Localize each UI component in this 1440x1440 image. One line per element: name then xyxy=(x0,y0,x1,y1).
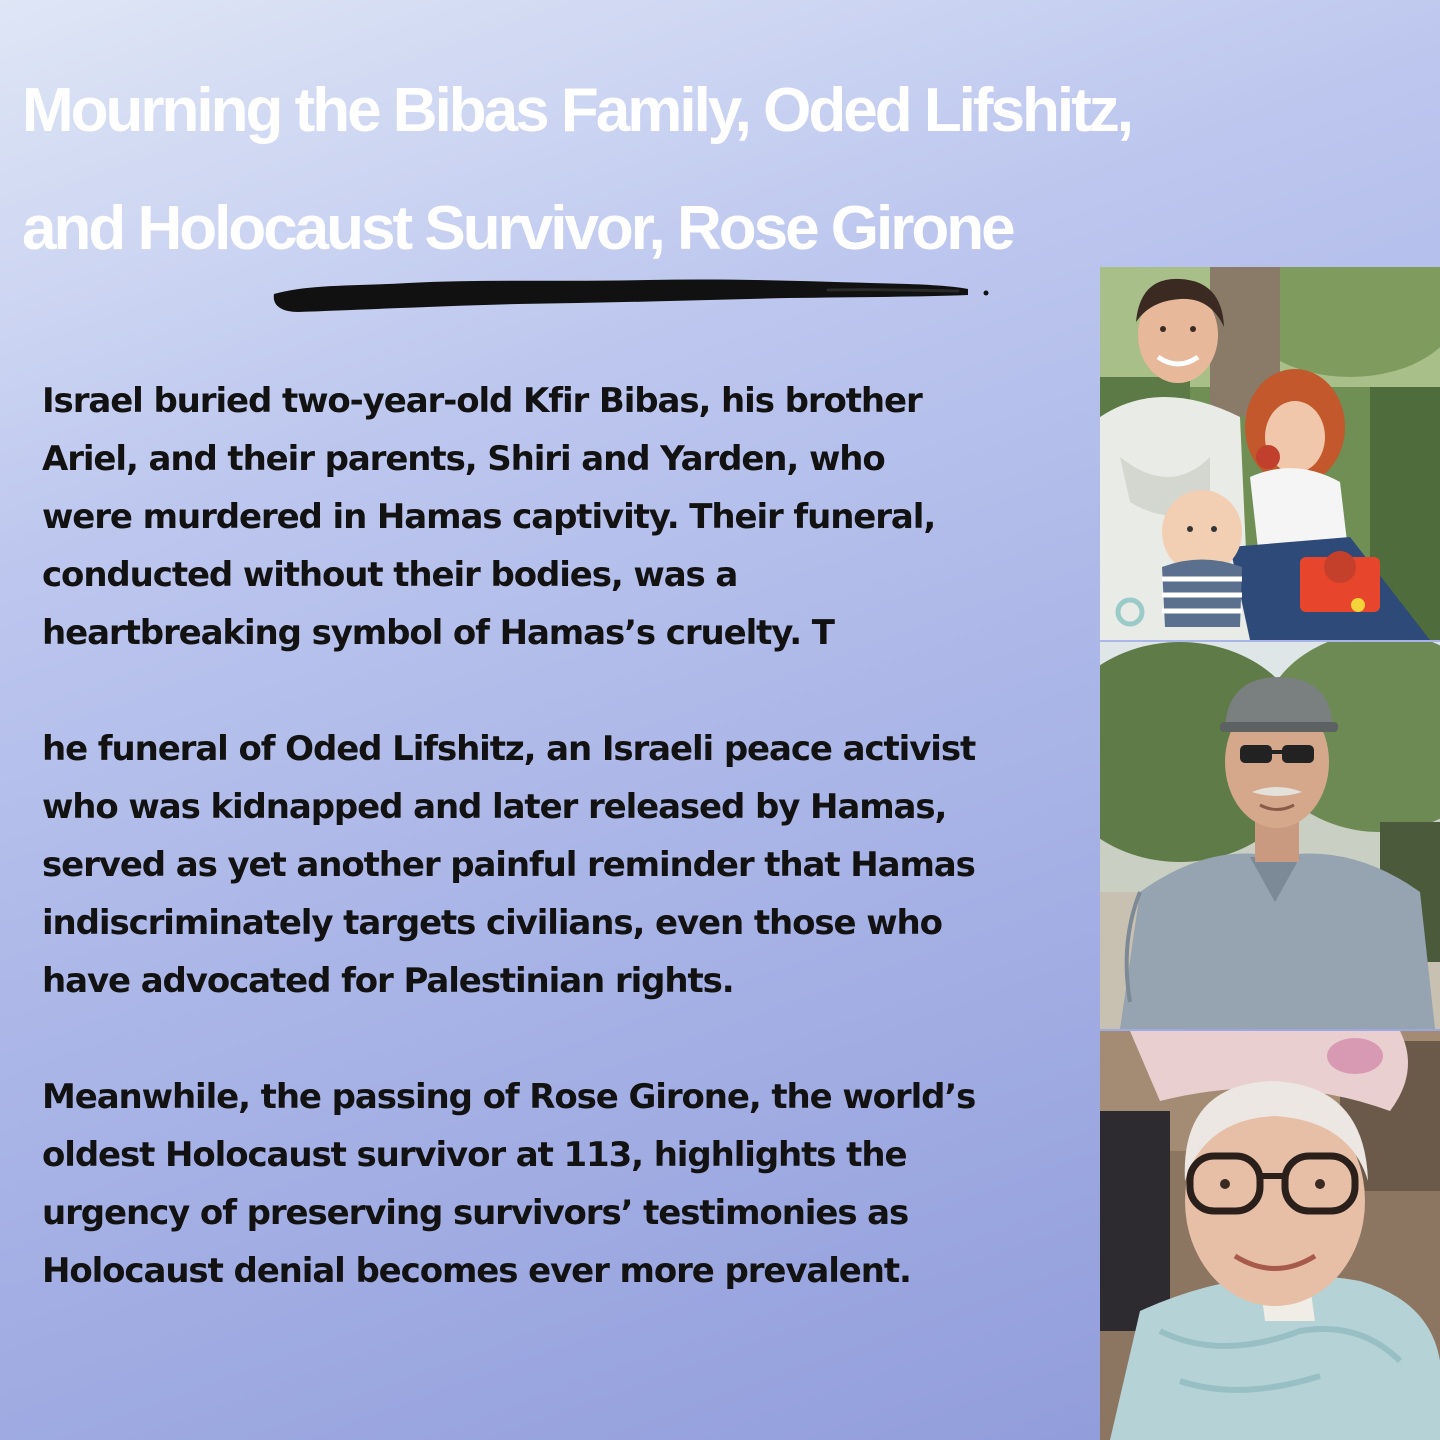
paragraph-bibas-family xyxy=(42,372,1092,662)
text-line: indiscriminately targets civilians, even those who xyxy=(42,903,942,943)
title-line: Mourning the Bibas Family, Oded Lifshitz, xyxy=(22,76,1132,145)
text-line: who was kidnapped and later released by Hamas, xyxy=(42,787,947,827)
bibas-family-photo xyxy=(1100,267,1440,640)
text-line: heartbreaking symbol of Hamas’s cruelty. T xyxy=(42,613,834,653)
article-body xyxy=(42,372,1092,1358)
text-line: oldest Holocaust survivor at 113, highlights the xyxy=(42,1135,907,1175)
rose-girone-photo xyxy=(1100,1031,1440,1440)
text-line: urgency of preserving survivors’ testimonies as xyxy=(42,1193,909,1233)
text-line: he funeral of Oded Lifshitz, an Israeli peace activist xyxy=(42,729,976,769)
text-line: Ariel, and their parents, Shiri and Yarden, who xyxy=(42,439,885,479)
text-line: have advocated for Palestinian rights. xyxy=(42,961,734,1001)
text-line: were murdered in Hamas captivity. Their funeral, xyxy=(42,497,936,537)
page-title xyxy=(22,52,1432,288)
paragraph-oded-lifshitz xyxy=(42,720,1092,1010)
text-line: Meanwhile, the passing of Rose Girone, the world’s xyxy=(42,1077,976,1117)
text-line: conducted without their bodies, was a xyxy=(42,555,738,595)
oded-lifshitz-photo xyxy=(1100,642,1440,1029)
photo-column xyxy=(1100,267,1440,1440)
paragraph-rose-girone xyxy=(42,1068,1092,1300)
text-line: served as yet another painful reminder that Hamas xyxy=(42,845,975,885)
text-line: Holocaust denial becomes ever more prevalent. xyxy=(42,1251,911,1291)
text-line: Israel buried two-year-old Kfir Bibas, his brother xyxy=(42,381,922,421)
title-line: and Holocaust Survivor, Rose Girone xyxy=(22,194,1013,263)
brush-stroke-divider xyxy=(268,270,998,320)
